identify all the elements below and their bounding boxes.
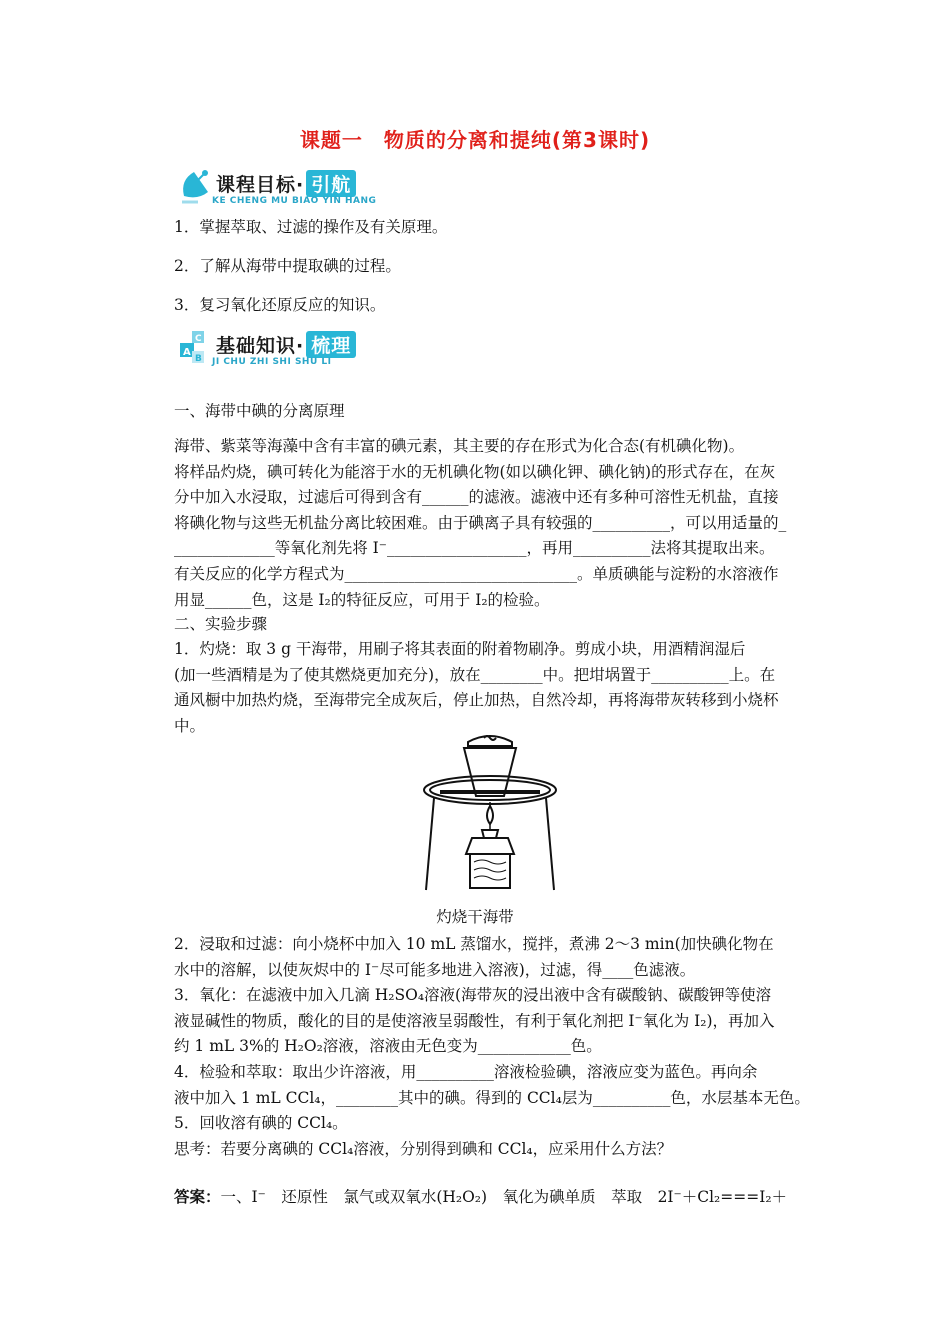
steps-paragraph (174, 932, 810, 1162)
text-line: 将样品灼烧，碘可转化为能溶于水的无机碘化物(如以碘化钾、碘化钠)的形式存在，在灰 (174, 462, 776, 481)
section-heading: 一、海带中碘的分离原理 (174, 402, 345, 420)
text-line: _____________等氧化剂先将 I⁻__________________，再用__________法将其提取出来。 (174, 539, 775, 558)
satellite-dish-icon (178, 166, 216, 208)
figure-caption: 灼烧干海带 (436, 908, 514, 926)
text-line: 分中加入水浸取，过滤后可得到含有______的滤液。滤液中还有多种可溶性无机盐，直接 (174, 488, 779, 507)
text-line: 有关反应的化学方程式为______________________________。单质碘能与淀粉的水溶液作 (174, 564, 779, 583)
text-line: (加一些酒精是为了使其燃烧更加充分)，放在________中。把坩埚置于__________上。在 (174, 665, 776, 684)
course-goals-banner (178, 166, 408, 212)
answer-text: 一、I⁻ 还原性 氯气或双氧水(H₂O₂) 氧化为碘单质 萃取 2I⁻＋Cl₂===I₂＋ (220, 1188, 788, 1206)
answer-label: 答案： (174, 1188, 221, 1206)
banner-subtitle: JI CHU ZHI SHI SHU LI (212, 357, 332, 367)
section-heading: 二、实验步骤 (174, 615, 268, 633)
text-line: 水中的溶解，以使灰烬中的 I⁻尽可能多地进入溶液)，过滤，得____色滤液。 (174, 960, 696, 979)
abc-blocks-icon (178, 327, 216, 369)
crucible-burning-figure (420, 730, 560, 895)
text-line: 液显碱性的物质，酸化的目的是使溶液呈弱酸性，有利于氧化剂把 I⁻氧化为 I₂)，再加入 (174, 1011, 775, 1030)
svg-text:A: A (183, 347, 191, 358)
goal-item: 2．了解从海带中提取碘的过程。 (174, 257, 401, 275)
basic-knowledge-banner (178, 327, 408, 373)
answer-line (174, 1184, 814, 1210)
svg-text:C: C (195, 334, 202, 344)
text-line: 4．检验和萃取：取出少许溶液，用__________溶液检验碘，溶液应变为蓝色。再向余 (174, 1062, 758, 1081)
text-line: 通风橱中加热灼烧，至海带完全成灰后，停止加热，自然冷却，再将海带灰转移到小烧杯 (174, 691, 779, 710)
text-line: 1．灼烧：取 3 g 干海带，用刷子将其表面的附着物刷净。剪成小块，用酒精润湿后 (174, 640, 746, 658)
banner-tag: 梳理 (306, 331, 356, 358)
text-line: 约 1 mL 3%的 H₂O₂溶液，溶液由无色变为____________色。 (174, 1037, 602, 1056)
goal-item: 3．复习氧化还原反应的知识。 (174, 296, 386, 314)
text-line: 思考：若要分离碘的 CCl₄溶液，分别得到碘和 CCl₄，应采用什么方法？ (174, 1139, 673, 1158)
text-line: 液中加入 1 mL CCl₄，________其中的碘。得到的 CCl₄层为__________色，水层基本无色。 (174, 1088, 810, 1107)
page-title: 课题一 物质的分离和提纯(第3课时) (299, 128, 651, 152)
banner-subtitle: KE CHENG MU BIAO YIN HANG (212, 196, 377, 206)
step1-paragraph (174, 637, 804, 739)
text-line: 海带、紫菜等海藻中含有丰富的碘元素，其主要的存在形式为化合态(有机碘化物)。 (174, 437, 745, 455)
text-line: 3．氧化：在滤液中加入几滴 H₂SO₄溶液(海带灰的浸出液中含有碳酸钠、碳酸钾等使溶 (174, 986, 772, 1005)
banner-main-text: 课程目标 (216, 174, 297, 196)
text-line: 用显______色，这是 I₂的特征反应，可用于 I₂的检验。 (174, 590, 550, 609)
text-line: 2．浸取和过滤：向小烧杯中加入 10 mL 蒸馏水，搅拌，煮沸 2～3 min(加快碘化物在 (174, 935, 774, 953)
banner-dot: · (296, 335, 305, 357)
text-line: 中。 (174, 716, 206, 735)
banner-main-text: 基础知识 (216, 335, 297, 357)
goal-item: 1．掌握萃取、过滤的操作及有关原理。 (174, 218, 448, 236)
banner-dot: · (296, 174, 305, 196)
section1-paragraph (174, 434, 804, 613)
svg-text:B: B (195, 354, 202, 364)
banner-tag: 引航 (306, 170, 356, 197)
text-line: 5．回收溶有碘的 CCl₄。 (174, 1114, 348, 1133)
text-line: 将碘化物与这些无机盐分离比较困难。由于碘离子具有较强的__________，可以用适量的_ (174, 513, 787, 532)
